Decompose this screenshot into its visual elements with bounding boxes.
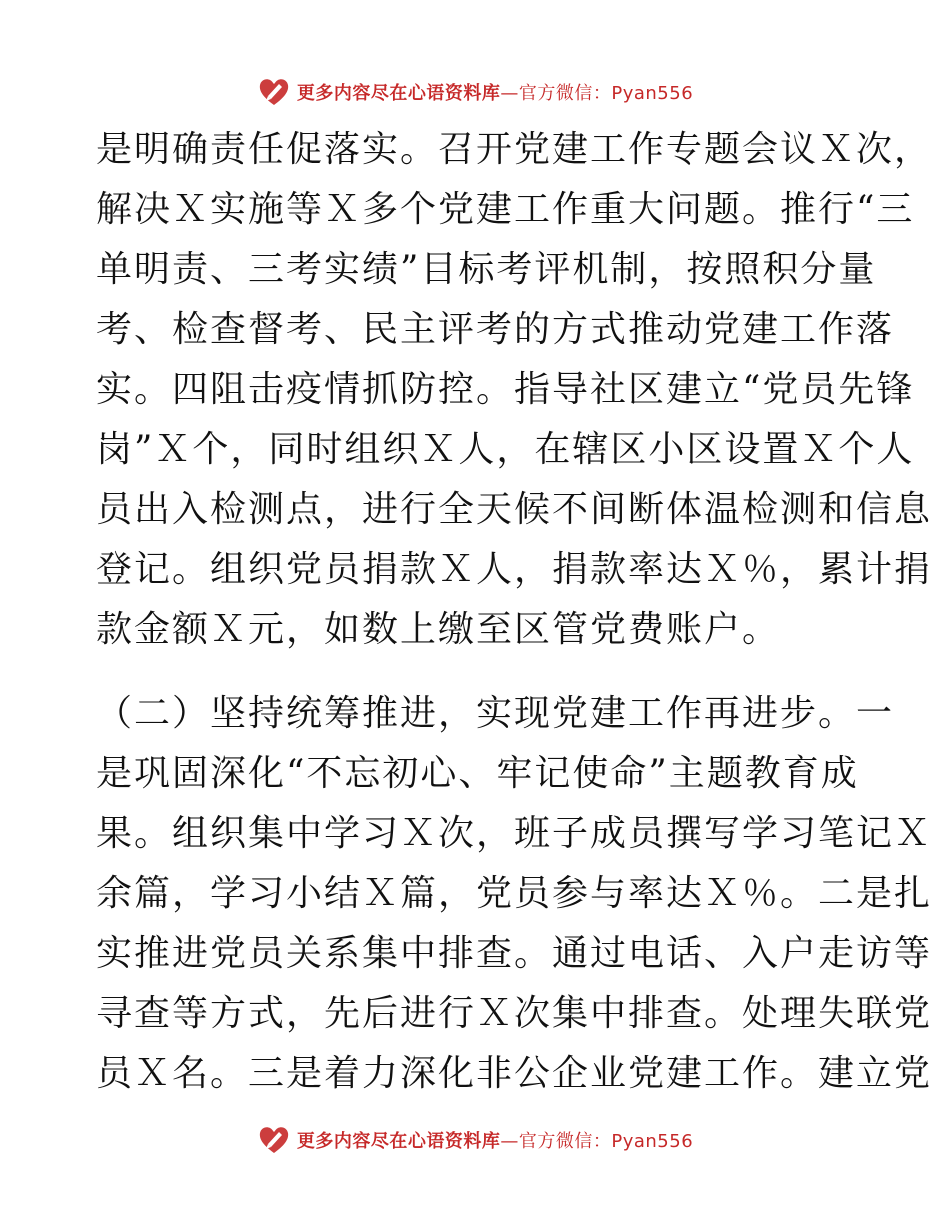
text-line: 考、检查督考、民主评考的方式推动党建工作落 bbox=[96, 309, 895, 350]
text-line: 寻查等方式，先后进行Ｘ次集中排查。处理失联党 bbox=[96, 993, 933, 1034]
watermark-wechat: 官方微信：Pyan556 bbox=[518, 83, 694, 104]
watermark-banner-top bbox=[0, 72, 950, 112]
heart-pen-logo-icon bbox=[257, 1123, 291, 1157]
text-line: 果。组织集中学习Ｘ次，班子成员撰写学习笔记Ｘ bbox=[96, 813, 933, 854]
text-line: 解决Ｘ实施等Ｘ多个党建工作重大问题。推行“三 bbox=[96, 189, 915, 230]
text-line: 员出入检测点，进行全天候不间断体温检测和信息 bbox=[96, 489, 933, 530]
watermark-text bbox=[297, 79, 693, 105]
text-line: （二）坚持统筹推进，实现党建工作再进步。一 bbox=[96, 693, 895, 734]
text-line: 实推进党员关系集中排查。通过电话、入户走访等 bbox=[96, 933, 933, 974]
text-line: 员Ｘ名。三是着力深化非公企业党建工作。建立党 bbox=[96, 1053, 933, 1094]
text-line: 单明责、三考实绩”目标考评机制，按照积分量 bbox=[96, 249, 877, 290]
text-line: 是明确责任促落实。召开党建工作专题会议Ｘ次， bbox=[96, 129, 933, 170]
text-line: 岗”Ｘ个，同时组织Ｘ人，在辖区小区设置Ｘ个人 bbox=[96, 429, 915, 470]
text-line: 实。四阻击疫情抓防控。指导社区建立“党员先锋 bbox=[96, 369, 915, 410]
paragraph-1 bbox=[96, 120, 933, 660]
watermark-separator: — bbox=[500, 83, 519, 104]
watermark-brand: 更多内容尽在心语资料库 bbox=[296, 83, 501, 104]
watermark-text bbox=[297, 1127, 693, 1153]
text-line: 登记。组织党员捐款Ｘ人，捐款率达Ｘ％，累计捐 bbox=[96, 549, 933, 590]
watermark-wechat: 官方微信：Pyan556 bbox=[518, 1131, 694, 1152]
watermark-banner-bottom bbox=[0, 1120, 950, 1160]
text-line: 是巩固深化“不忘初心、牢记使命”主题教育成 bbox=[96, 753, 859, 794]
watermark-brand: 更多内容尽在心语资料库 bbox=[296, 1131, 501, 1152]
text-line: 款金额Ｘ元，如数上缴至区管党费账户。 bbox=[96, 609, 781, 650]
text-line: 余篇，学习小结Ｘ篇，党员参与率达Ｘ％。二是扎 bbox=[96, 873, 933, 914]
paragraph-spacer bbox=[96, 660, 856, 684]
paragraph-2 bbox=[96, 684, 933, 1104]
document-body bbox=[96, 120, 933, 1104]
heart-pen-logo-icon bbox=[257, 75, 291, 109]
watermark-separator: — bbox=[500, 1131, 519, 1152]
